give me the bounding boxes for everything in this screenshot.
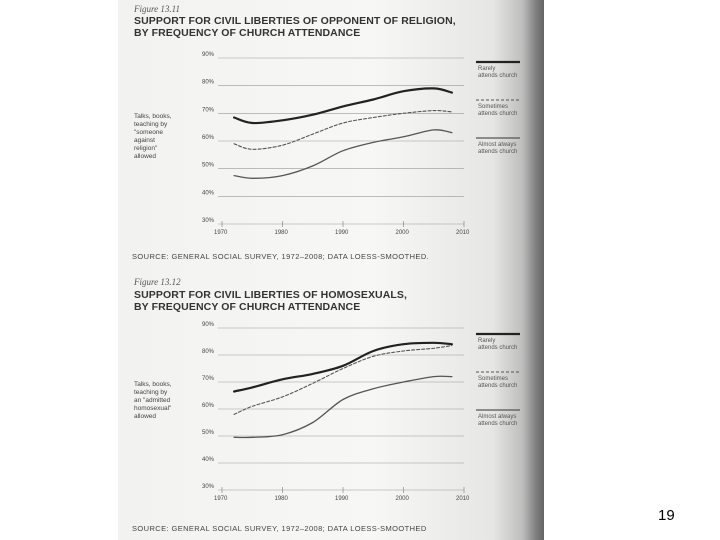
annotation-line: homosexual" bbox=[134, 405, 172, 412]
figure-2-source: SOURCE: GENERAL SOCIAL SURVEY, 1972–2008; DATA LOESS-SMOOTHED bbox=[132, 524, 427, 533]
y-tick-label: 30% bbox=[202, 484, 215, 490]
figure-1-source: SOURCE: GENERAL SOCIAL SURVEY, 1972–2008; DATA LOESS-SMOOTHED. bbox=[132, 252, 430, 261]
y-tick-label: 80% bbox=[202, 79, 215, 86]
series-line-solid-thick bbox=[234, 88, 452, 123]
x-tick-label: 1990 bbox=[335, 496, 349, 502]
annotation-line: an "admitted bbox=[134, 397, 171, 404]
y-tick-label: 70% bbox=[202, 107, 215, 114]
legend-label: Sometimes bbox=[478, 376, 509, 382]
x-tick-label: 1980 bbox=[274, 230, 288, 236]
figure-1-title-line-1: SUPPORT FOR CIVIL LIBERTIES OF OPPONENT OF RELIGION, bbox=[134, 15, 456, 27]
legend-label: Rarely bbox=[478, 66, 496, 72]
x-tick-label: 1970 bbox=[214, 496, 228, 502]
legend-label: Sometimes bbox=[478, 104, 509, 110]
legend-label: attends church bbox=[478, 421, 518, 427]
figure-1-title-line-2: BY FREQUENCY OF CHURCH ATTENDANCE bbox=[134, 27, 361, 39]
legend-label: attends church bbox=[478, 111, 518, 117]
annotation-line: allowed bbox=[134, 413, 157, 420]
scanned-page bbox=[118, 0, 544, 540]
annotation-line: Talks, books, bbox=[134, 113, 172, 120]
x-tick-label: 2000 bbox=[395, 230, 409, 236]
figure-2-title-line-1: SUPPORT FOR CIVIL LIBERTIES OF HOMOSEXUALS, bbox=[134, 289, 408, 301]
slide-page-number: 19 bbox=[658, 507, 675, 524]
figure-2-title-line-2: BY FREQUENCY OF CHURCH ATTENDANCE bbox=[134, 301, 361, 313]
annotation-line: "someone bbox=[134, 129, 164, 136]
y-tick-label: 80% bbox=[202, 349, 215, 355]
series-line-solid-thick bbox=[234, 343, 452, 392]
y-tick-label: 40% bbox=[202, 457, 215, 463]
annotation-line: teaching by bbox=[134, 389, 168, 396]
annotation-line: allowed bbox=[134, 153, 157, 160]
x-tick-label: 2000 bbox=[395, 496, 409, 502]
x-tick-label: 2010 bbox=[456, 496, 470, 502]
annotation-line: religion" bbox=[134, 145, 158, 152]
y-tick-label: 70% bbox=[202, 376, 215, 382]
x-tick-label: 2010 bbox=[456, 230, 470, 236]
page-edge-shadow bbox=[522, 0, 544, 540]
y-tick-label: 60% bbox=[202, 135, 215, 141]
annotation-line: Talks, books, bbox=[134, 381, 172, 388]
y-tick-label: 40% bbox=[202, 190, 215, 197]
annotation-line: against bbox=[134, 137, 155, 144]
legend-label: attends church bbox=[478, 73, 518, 79]
figure-1-line-chart bbox=[118, 42, 544, 252]
legend-label: Almost always bbox=[478, 414, 517, 420]
series-line-dashed bbox=[234, 346, 452, 415]
x-tick-label: 1980 bbox=[274, 496, 288, 502]
figure-1-label: Figure 13.11 bbox=[134, 4, 180, 14]
y-tick-label: 60% bbox=[202, 403, 215, 409]
figure-1-title bbox=[134, 15, 456, 39]
figure-2-line-chart bbox=[118, 316, 544, 516]
legend-label: attends church bbox=[478, 149, 518, 155]
x-tick-label: 1990 bbox=[335, 230, 349, 236]
legend-label: Rarely bbox=[478, 338, 496, 344]
legend-label: attends church bbox=[478, 345, 518, 351]
figure-2-label: Figure 13.12 bbox=[134, 277, 181, 287]
y-tick-label: 90% bbox=[202, 52, 215, 58]
legend-label: Almost always bbox=[478, 142, 517, 148]
x-tick-label: 1970 bbox=[214, 230, 228, 236]
series-line-solid-thin bbox=[234, 130, 452, 179]
series-line-dashed bbox=[234, 111, 452, 150]
y-tick-label: 90% bbox=[202, 322, 215, 328]
y-tick-label: 30% bbox=[202, 218, 215, 224]
figure-2-title bbox=[134, 289, 407, 313]
y-tick-label: 50% bbox=[202, 430, 215, 436]
y-tick-label: 50% bbox=[202, 162, 215, 169]
annotation-line: teaching by bbox=[134, 121, 168, 128]
legend-label: attends church bbox=[478, 383, 518, 389]
series-line-solid-thin bbox=[234, 376, 452, 437]
